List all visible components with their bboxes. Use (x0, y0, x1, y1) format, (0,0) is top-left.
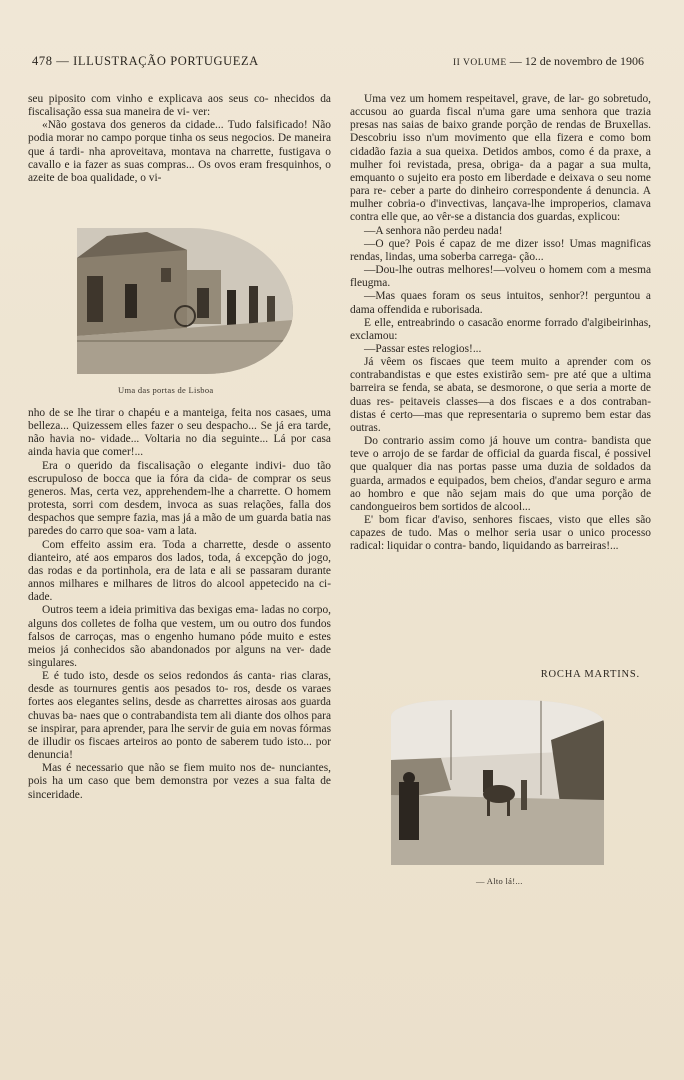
paragraph: Já vêem os fiscaes que teem muito a aprender com os contrabandistas e que estes existirão sem- pre até que a ultima barreira se fenda, se abata, se desmorone, o que seria a morte de duas res- peitaveis classes—a dos fiscaes e a dos contraban- distas é certo—mas que representaria o supremo bem estar das outras. (350, 356, 651, 434)
paragraph: E' bom ficar d'aviso, senhores fiscaes, visto que elles são capazes de tudo. Mas o melhor seria usar o unico processo radical: liquidar o contra- bando, liquidando as barreiras!... (350, 514, 651, 553)
dialogue-line: —Passar estes relogios!... (364, 342, 482, 355)
caption-checkpoint: — Alto lá!... (476, 876, 523, 886)
author-signature: ROCHA MARTINS. (540, 669, 640, 680)
paragraph: Outros teem a ideia primitiva das bexigas ema- ladas no corpo, alguns dos colletes de folha que vestem, um ou outro dos fundos falsos de carroças, mas o engenho humano póde muito e estes meios já conhecidos são abandonados por alguns na ver- dade singulares. (28, 604, 331, 669)
header-volume: II VOLUME (453, 58, 507, 68)
dialogue-line: —Mas quaes foram os seus intuitos, senhor?! perguntou a dama offendida e ruborisada. (350, 290, 651, 316)
header-issue (453, 54, 644, 69)
paragraph: Era o querido da fiscalisação o elegante indivi- duo tão escrupuloso de bocca que ia fóra da cida- de comprar os seus generos. Mas, certa vez, apprehendem-lhe a charrette. O homem protesta, sorri com desdem, invoca as suas relações, falla dos despachos que sempre fazia, mas já a mão de um guarda batia nas paredes do carro que soa- vam a lata. (28, 459, 331, 538)
paragraph: «Não gostava dos generos da cidade... Tudo falsificado! Não podia morar no campo porque tinha os seus negocios. De maneira que á tardi- nha aproveitava, montava na charrette, fustigava o cavallo e ia fazer as suas compras... Os ovos eram fresquinhos, o azeite de boa qualidade, o vi- (28, 119, 331, 184)
header-title: 478 — ILLUSTRAÇÃO PORTUGUEZA (32, 54, 259, 68)
dialogue-line: —O que? Pois é capaz de me dizer isso! Umas magnificas rendas, lindas, uma soberba carrega- ção... (350, 237, 651, 263)
paragraph: nho de se lhe tirar o chapéu e a manteiga, feita nos casaes, uma belleza... Quizessem elles fazer o seu despacho... Se já era tarde, não havia no- vidade... Voltaria no dia seguinte... Lá por casa ainda havia que comer!... (28, 407, 331, 459)
dialogue-line: —Dou-lhe outras melhores!—volveu o homem com a mesma fleugma. (350, 264, 651, 290)
paragraph: Com effeito assim era. Toda a charrette, desde o assento dianteiro, até aos emparos dos lados, toda, á excepção do jogo, das rodas e da portinhola, era de lata e ali se passaram durante annos milhares e milhares de litros do alcool appetecido na ci- dade. (28, 538, 331, 604)
header-date: — 12 de novembro de 1906 (506, 54, 644, 68)
paragraph: E é tudo isto, desde os seios redondos ás canta- rias claras, desde as tournures gentis aos pesados to- ros, desde os varaes fortes aos elegantes selins, desde as charrettes airosas aos guarda chuvas ba- naes que o contrabandista tem ali diante dos olhos para se inspirar, para aprender, para lhe servir de guia em novas fórmas de illudir os fiscaes arteiros ao ponto de saberem tudo isto... por denuncia! (28, 670, 331, 762)
left-column-bottom (28, 407, 331, 802)
paragraph: Do contrario assim como já houve um contra- bandista que teve o arrojo de se fardar de official da guarda fiscal, é possivel que qualquer dia nas portas passe uma duzia de soldados da guarda, armados e equipados, bem cheios, d'andar seguro e arma ao hombro e que não sejam mais do que uma porção de candongueiros bem sortidos de alcool... (350, 435, 651, 513)
right-column (350, 93, 651, 553)
left-column-top (28, 93, 331, 185)
caption-city-gate: Uma das portas de Lisboa (118, 385, 214, 395)
paragraph: Mas é necessario que não se fiem muito nos de- nunciantes, pois ha um caso que bem demonstra por vezes a sua falta de sinceridade. (28, 762, 331, 801)
dialogue-line: —A senhora não perdeu nada! (364, 224, 503, 237)
paragraph: E elle, entreabrindo o casacão enorme forrado d'algibeirinhas, exclamou: (350, 316, 651, 342)
photo-checkpoint (391, 700, 604, 865)
photo-city-gate (77, 228, 293, 374)
page-header (32, 54, 644, 76)
paragraph: seu piposito com vinho e explicava aos seus co- nhecidos da fiscalisação essa sua maneira de vi- ver: (28, 93, 331, 119)
paragraph: Uma vez um homem respeitavel, grave, de lar- go sobretudo, accusou ao guarda fiscal n'uma gare uma senhora que trazia presas nas saias de baixo grande porção de rendas de Bruxellas. Descobriu isso n'um movimento que ella fizera e como bom cidadão fazia a sua queixa. Detidos ambos, como é da praxe, a mulher foi revistada, presa, obriga- da a pagar a sua multa, emquanto o sujeito era posto em liberdade e deixava o seu nome para re- ceber a parte do dinheiro correspondente á denuncia. A mulher cobria-o d'invectivas, lançava-lhe improperios, clamava contra elle que, ao vêr-se a distancia dos guardas, explicou: (350, 93, 651, 224)
